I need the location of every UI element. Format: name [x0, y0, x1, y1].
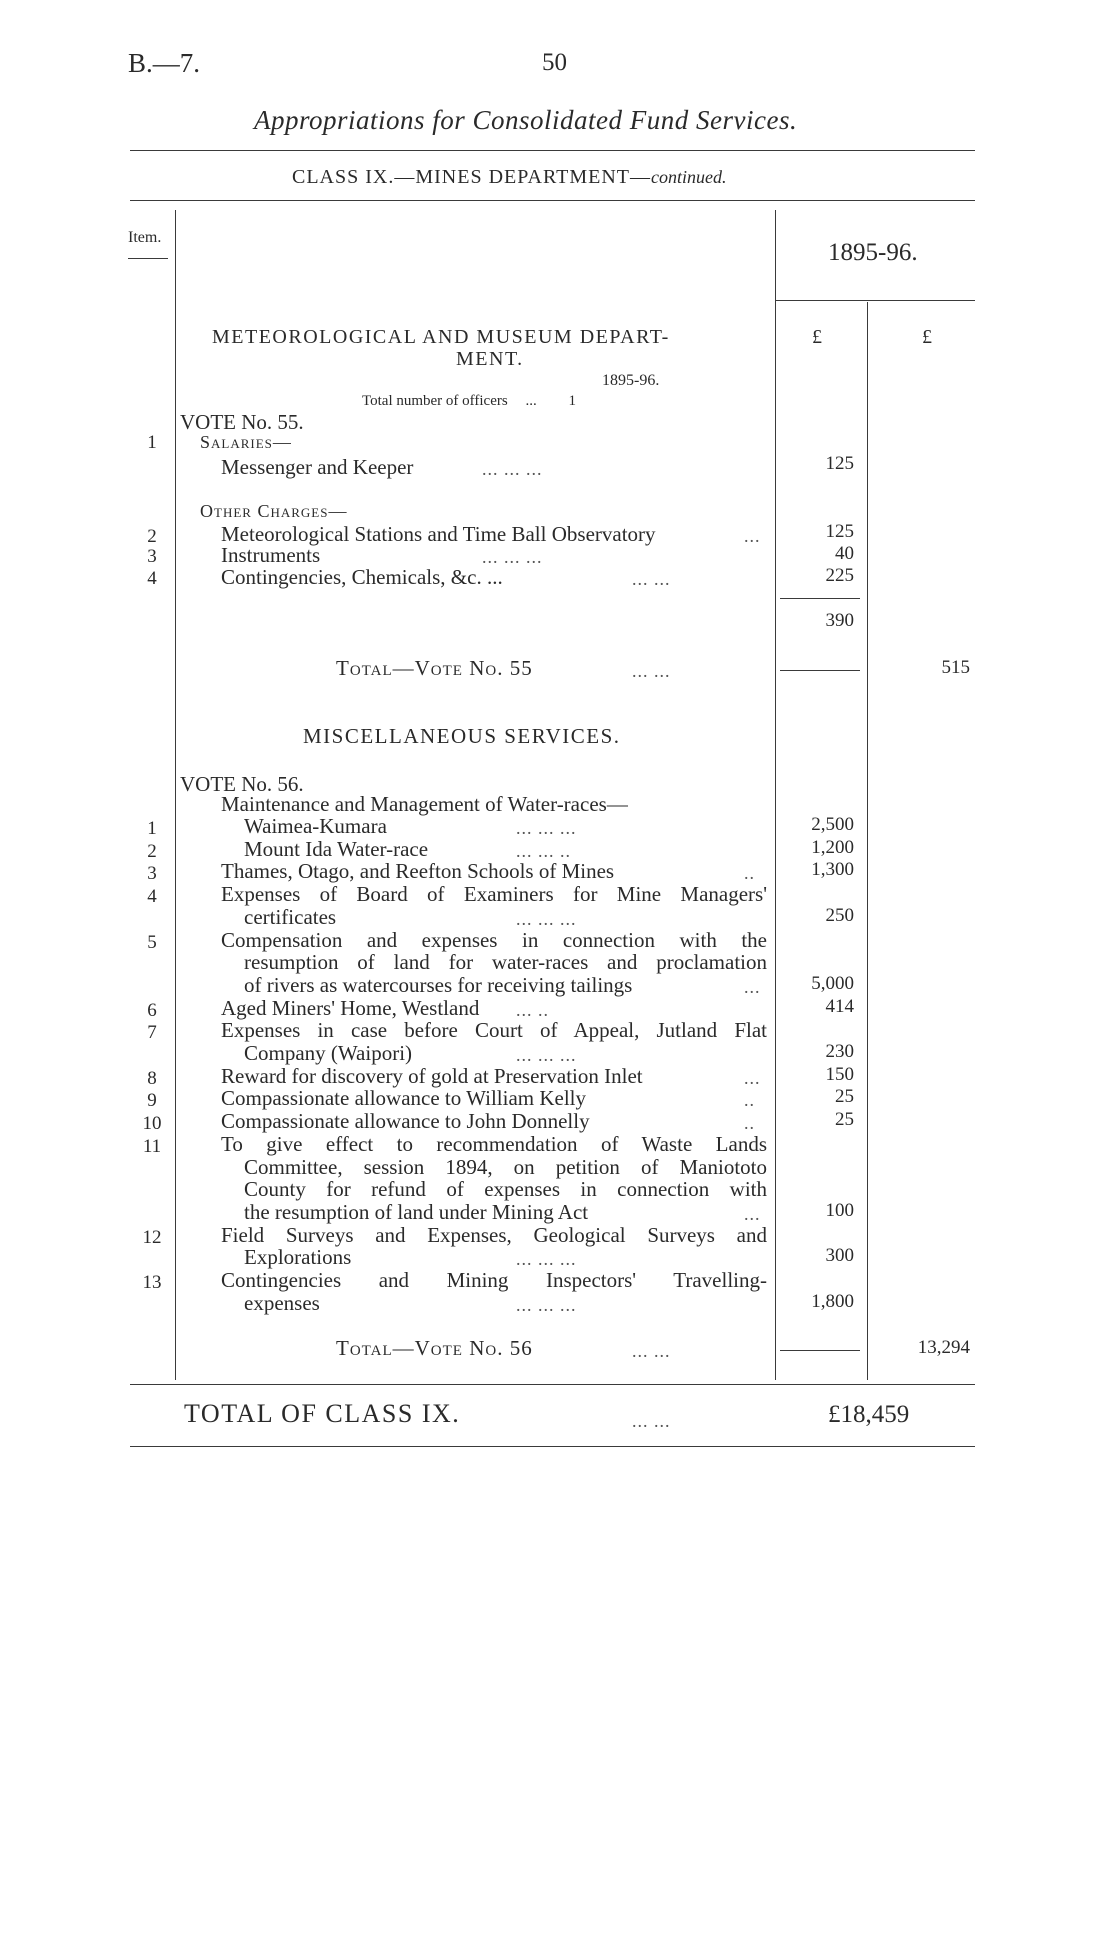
rule-grand-total-top — [130, 1384, 975, 1385]
met-item-desc: Instruments — [221, 543, 321, 567]
misc-item-desc: Field Surveys and Expenses, Geological Surveys and — [221, 1222, 767, 1247]
met-item-amount: 225 — [825, 565, 854, 586]
pound-sign-total: £ — [922, 326, 932, 348]
leader-dots: .. — [744, 1113, 755, 1134]
met-item-desc: Meteorological Stations and Time Ball Observatory — [221, 522, 656, 546]
other-charges-heading: Other Charges— — [200, 501, 348, 521]
total-vote-56-rule — [780, 1350, 860, 1351]
met-item-amount: 125 — [825, 521, 854, 542]
misc-item-desc: To give effect to recommendation of Waste Lands — [221, 1131, 767, 1156]
class-heading — [292, 167, 726, 187]
class-heading-cont: continued. — [650, 167, 727, 187]
total-vote-56-dots: ... ... — [632, 1341, 671, 1361]
year-header: 1895-96. — [828, 239, 918, 266]
item-number: 4 — [147, 568, 157, 589]
leader-dots: ... ... .. — [516, 840, 571, 861]
misc-item-amount: 1,800 — [811, 1290, 854, 1312]
item-number: 5 — [147, 931, 157, 953]
vote-56: VOTE No. 56. — [180, 772, 304, 796]
subtotal-rule — [780, 598, 860, 599]
misc-item-desc: Reward for discovery of gold at Preservation Inlet — [221, 1063, 643, 1088]
rule-year-header — [775, 300, 975, 301]
item-number: 2 — [147, 840, 157, 862]
misc-item-amount: 414 — [825, 995, 854, 1017]
item-header-rule — [128, 258, 168, 259]
item-number: 4 — [147, 886, 157, 908]
col-rule-amount — [775, 210, 776, 1380]
misc-item-amount: 100 — [825, 1199, 854, 1221]
item-number: 12 — [142, 1226, 162, 1248]
leader-dots: ... ... — [632, 569, 671, 589]
leader-dots: ... ... ... — [482, 547, 543, 567]
misc-item-desc: Contingencies and Mining Inspectors' Travelling- — [221, 1268, 767, 1292]
item-number: 7 — [147, 1022, 157, 1044]
page-number: 50 — [542, 49, 567, 76]
misc-item-amount: 1,200 — [811, 836, 854, 858]
item-number: 13 — [142, 1272, 162, 1293]
misc-item-amount: 25 — [835, 1109, 854, 1131]
leader-dots: ... ... ... — [516, 1045, 577, 1065]
item-number: 1 — [147, 432, 157, 453]
water-races-heading: Maintenance and Management of Water-races— — [221, 792, 628, 816]
misc-item-desc: the resumption of land under Mining Act — [244, 1199, 589, 1224]
misc-item-amount: 150 — [825, 1063, 854, 1085]
grand-total-amount: £18,459 — [828, 1401, 910, 1428]
misc-title: MISCELLANEOUS SERVICES. — [303, 724, 621, 748]
misc-item-desc: Mount Ida Water-race — [244, 836, 429, 861]
misc-item-desc: County for refund of expenses in connection with — [244, 1177, 767, 1202]
misc-item-desc: Committee, session 1894, on petition of Maniototo — [244, 1154, 767, 1179]
grand-total-label: TOTAL OF CLASS IX. — [184, 1399, 461, 1428]
leader-dots: ... ... ... — [482, 459, 543, 479]
item-number: 11 — [142, 1135, 162, 1157]
misc-item-desc: Thames, Otago, and Reefton Schools of Mines — [221, 859, 615, 884]
misc-item-amount: 2,500 — [811, 814, 854, 835]
officers-label: Total number of officers — [362, 393, 508, 409]
met-item-desc: Contingencies, Chemicals, &c. ... — [221, 565, 503, 589]
salaries-heading: Salaries— — [200, 432, 292, 452]
item-number: 10 — [142, 1113, 162, 1135]
item-number: 2 — [147, 526, 157, 547]
met-item-amount: 40 — [835, 543, 854, 564]
met-item-desc: Messenger and Keeper — [221, 455, 414, 479]
total-vote-56-label: Total—Vote No. 56 — [336, 1336, 533, 1360]
misc-item-desc: Waimea-Kumara — [244, 814, 387, 838]
total-vote-55-label: Total—Vote No. 55 — [336, 656, 533, 680]
page-title: Appropriations for Consolidated Fund Services. — [254, 105, 798, 135]
misc-item-amount: 300 — [825, 1245, 854, 1267]
item-number: 3 — [147, 546, 157, 567]
item-number: 6 — [147, 999, 157, 1021]
officers-dots: ... — [525, 393, 537, 409]
misc-item-desc: Compensation and expenses in connection with the — [221, 927, 767, 952]
leader-dots: .. — [744, 863, 755, 884]
misc-item-desc: Expenses of Board of Examiners for Mine Managers' — [221, 882, 767, 907]
misc-item-amount: 230 — [825, 1041, 854, 1062]
officers-year: 1895-96. — [602, 372, 660, 389]
page-ref: B.—7. — [128, 48, 201, 78]
misc-item-amount: 5,000 — [811, 972, 854, 994]
item-header: Item. — [128, 229, 162, 246]
total-vote-55-rule — [780, 670, 860, 671]
leader-dots: ... .. — [516, 999, 549, 1020]
leader-dots: ... — [744, 1067, 761, 1088]
officers-count: 1 — [568, 393, 576, 409]
met-title-line1: METEOROLOGICAL AND MUSEUM DEPART- — [212, 326, 670, 348]
misc-item-desc: expenses — [244, 1290, 320, 1315]
vote-55: VOTE No. 55. — [180, 410, 304, 434]
met-title-line2: MENT. — [456, 348, 524, 370]
item-number: 3 — [147, 863, 157, 885]
item-number: 9 — [147, 1090, 157, 1112]
met-item-amount: 125 — [825, 453, 854, 474]
misc-item-amount: 250 — [825, 904, 854, 926]
leader-dots: ... — [744, 526, 761, 546]
misc-item-desc: Explorations — [244, 1245, 352, 1270]
officers-row — [362, 394, 576, 409]
leader-dots: ... — [744, 1203, 761, 1224]
leader-dots: ... ... ... — [516, 818, 577, 838]
misc-item-desc: resumption of land for water-races and proclamation — [244, 950, 767, 975]
leader-dots: .. — [744, 1090, 755, 1111]
rule-grand-total-bottom — [130, 1446, 975, 1447]
leader-dots: ... ... ... — [516, 1249, 577, 1270]
misc-item-desc: certificates — [244, 904, 337, 929]
col-rule-item — [175, 210, 176, 1380]
misc-item-desc: Compassionate allowance to William Kelly — [221, 1086, 587, 1111]
rule-table-top — [130, 200, 975, 201]
met-subtotal: 390 — [825, 610, 854, 631]
rule-top — [130, 150, 975, 151]
misc-item-desc: Compassionate allowance to John Donnelly — [221, 1109, 590, 1134]
misc-item-desc: of rivers as watercourses for receiving tailings — [244, 972, 633, 997]
leader-dots: ... ... ... — [516, 1294, 577, 1315]
misc-item-amount: 1,300 — [811, 859, 854, 881]
col-rule-total — [867, 302, 868, 1380]
class-heading-main: CLASS IX.—MINES DEPARTMENT— — [292, 166, 651, 188]
total-vote-55: 515 — [941, 657, 970, 678]
leader-dots: ... — [744, 976, 761, 997]
misc-item-amount: 25 — [835, 1086, 854, 1108]
total-vote-56: 13,294 — [917, 1337, 970, 1358]
item-number: 8 — [147, 1067, 157, 1089]
misc-item-desc: Expenses in case before Court of Appeal, Jutland Flat — [221, 1018, 767, 1043]
grand-total-dots: ... ... — [632, 1411, 671, 1431]
pound-sign: £ — [812, 326, 822, 348]
leader-dots: ... ... ... — [516, 908, 577, 929]
misc-item-desc: Aged Miners' Home, Westland — [221, 995, 480, 1020]
misc-item-desc: Company (Waipori) — [244, 1041, 413, 1065]
total-vote-55-dots: ... ... — [632, 661, 671, 681]
item-number: 1 — [147, 818, 157, 839]
